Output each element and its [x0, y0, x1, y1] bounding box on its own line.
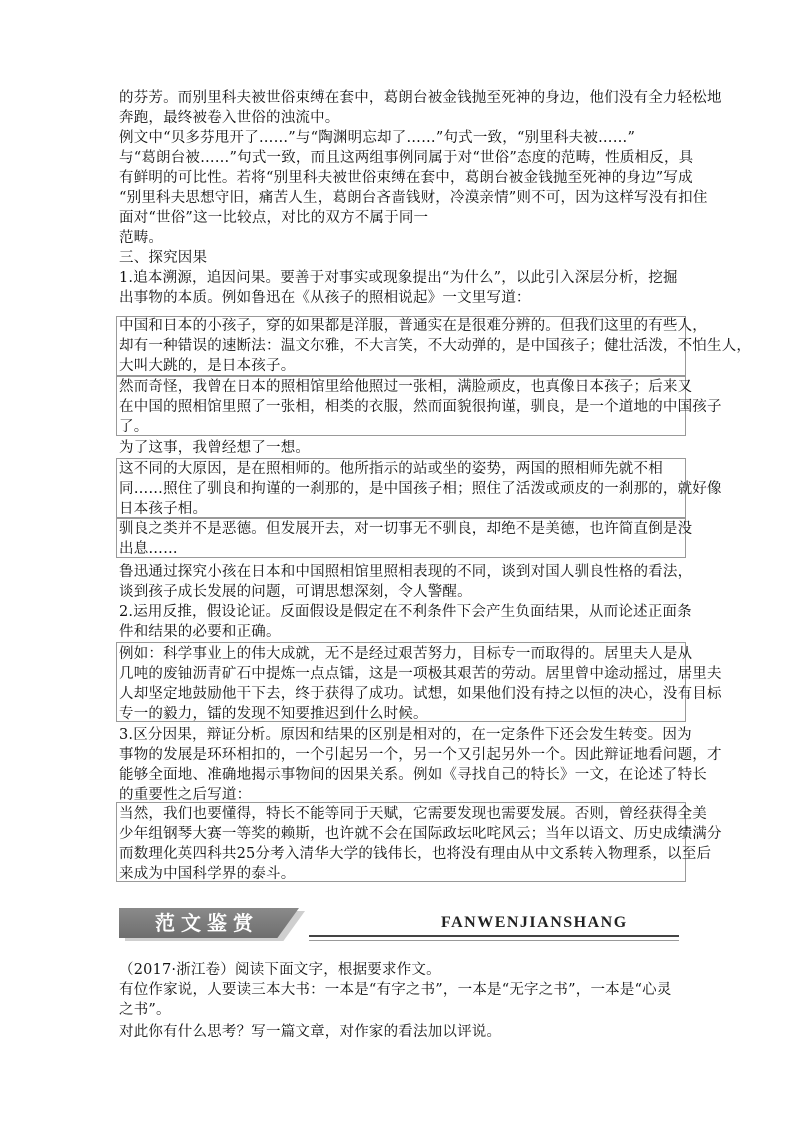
- text-line: 面对“世俗”这一比较点，对比的双方不属于同一: [119, 210, 429, 226]
- section-banner: [119, 908, 679, 944]
- text-line: 范畴。: [119, 230, 164, 246]
- quote-line: 日本孩子相。: [119, 501, 208, 517]
- banner-rule: [309, 935, 679, 941]
- text-line: 出事物的本质。例如鲁迅在《从孩子的照相说起》一文里写道：: [119, 290, 531, 306]
- text-line: （2017·浙江卷）阅读下面文字，根据要求作文。: [119, 962, 441, 978]
- text-line: 有位作家说，人要读三本大书：一本是“有字之书”，一本是“无字之书”，一本是“心灵: [119, 982, 672, 998]
- text-line: 有鲜明的可比性。若将“别里科夫被世俗束缚在套中，葛朗台被金钱抛至死神的身边”写成: [119, 170, 693, 186]
- text-line: “别里科夫思想守旧，痛苦人生，葛朗台吝啬钱财，冷漠亲情”则不可，因为这样写没有扣住: [119, 190, 708, 206]
- quote-line: 例如：科学事业上的伟大成就，无不是经过艰苦努力，目标专一而取得的。居里夫人是从: [119, 646, 693, 662]
- quote-line: 同……照住了驯良和拘谨的一刹那的，是中国孩子相；照住了活泼或顽皮的一刹那的，就好像: [119, 481, 722, 497]
- quote-line: 当然，我们也要懂得，特长不能等同于天赋，它需要发现也需要发展。否则，曾经获得全美: [119, 806, 707, 822]
- text-line: 件和结果的必要和正确。: [119, 624, 281, 640]
- text-line: 1.追本溯源，追因问果。要善于对事实或现象提出“为什么”，以此引入深层分析，挖掘: [119, 270, 678, 286]
- banner-pinyin: FANWENJIANSHANG: [441, 914, 628, 931]
- text-line: 谈到孩子成长发展的问题，可谓思想深刻，令人警醒。: [119, 584, 472, 600]
- quote-line: 人却坚定地鼓励他干下去，终于获得了成功。试想，如果他们没有持之以恒的决心，没有目标: [119, 686, 722, 702]
- text-line: 之书”。: [119, 1002, 171, 1018]
- quote-line: 而数理化英四科共25分考入清华大学的钱伟长，也将没有理由从中文系转入物理系，以至后: [119, 846, 712, 862]
- text-line: 事物的发展是环环相扣的，一个引起另一个，另一个又引起另外一个。因此辩证地看问题，才: [119, 747, 722, 763]
- quote-line: 专一的毅力，镭的发现不知要推迟到什么时候。: [119, 706, 428, 722]
- quote-line: 却有一种错误的速断法：温文尔雅，不大言笑，不大动弹的，是中国孩子；健壮活泼，不怕生人，: [119, 338, 752, 354]
- quote-line: 出息……: [119, 541, 178, 557]
- text-line: 鲁迅通过探究小孩在日本和中国照相馆里照相表现的不同，谈到对国人驯良性格的看法，: [119, 564, 693, 580]
- quote-line: 少年组钢琴大赛一等奖的赖斯，也许就不会在国际政坛叱咤风云；当年以语文、历史成绩满分: [119, 826, 722, 842]
- text-line: 2.运用反推，假设论证。反面假设是假定在不利条件下会产生负面结果，从而论述正面条: [119, 604, 692, 620]
- quote-line: 了。: [119, 419, 149, 435]
- quote-line: 大叫大跳的，是日本孩子。: [119, 358, 296, 374]
- text-line: 3.区分因果，辩证分析。原因和结果的区别是相对的，在一定条件下还会发生转变。因为: [119, 727, 692, 743]
- quote-line: 然而奇怪，我曾在日本的照相馆里给他照过一张相，满脸顽皮，也真像日本孩子；后来又: [119, 379, 693, 395]
- section-heading: 三、探究因果: [119, 250, 208, 266]
- quote-line: 这不同的大原因，是在照相师的。他所指示的站或坐的姿势，两国的照相师先就不相: [119, 461, 663, 477]
- text-line: 的芬芳。而别里科夫被世俗束缚在套中，葛朗台被金钱抛至死神的身边，他们没有全力轻松地: [119, 90, 722, 106]
- text-line: 例文中“贝多芬甩开了……”与“陶渊明忘却了……”句式一致，“别里科夫被……”: [119, 130, 636, 146]
- quote-line: 中国和日本的小孩子，穿的如果都是洋服，普通实在是很难分辨的。但我们这里的有些人，: [119, 318, 707, 334]
- quote-line: 来成为中国科学界的泰斗。: [119, 866, 296, 882]
- quote-line: 几吨的废铀沥青矿石中提炼一点点镭，这是一项极其艰苦的劳动。居里曾中途动摇过，居里夫: [119, 666, 722, 682]
- quote-line: 驯良之类并不是恶德。但发展开去，对一切事无不驯良，却绝不是美德，也许简直倒是没: [119, 521, 693, 537]
- quote-line: 为了这事，我曾经想了一想。: [119, 440, 311, 456]
- text-line: 能够全面地、准确地揭示事物间的因果关系。例如《寻找自己的特长》一文，在论述了特长: [119, 767, 707, 783]
- banner-title: 范文鉴赏: [155, 911, 259, 935]
- text-line: 奔跑，最终被卷入世俗的浊流中。: [119, 110, 340, 126]
- quote-line: 在中国的照相馆里照了一张相，相类的衣服，然而面貌很拘谨，驯良，是一个道地的中国孩子: [119, 399, 722, 415]
- text-line: 对此你有什么思考？写一篇文章，对作家的看法加以评说。: [119, 1024, 502, 1040]
- text-line: 的重要性之后写道：: [119, 787, 252, 803]
- text-line: 与“葛朗台被……”句式一致，而且这两组事例同属于对“世俗”态度的范畴，性质相反，具: [119, 150, 694, 166]
